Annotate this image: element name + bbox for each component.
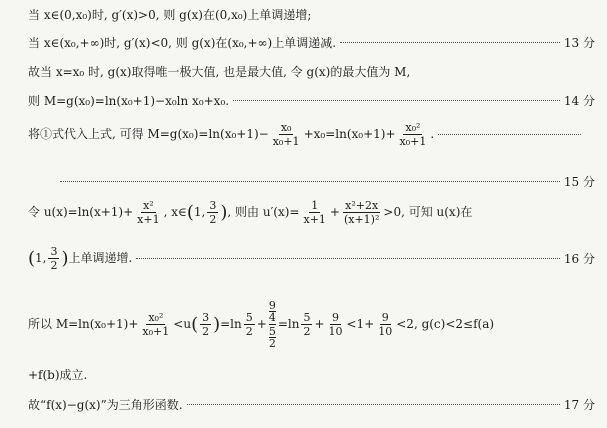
line-4 [28,92,595,109]
fraction: $\frac{3}{2}$ [209,200,217,225]
line-3 [28,63,595,80]
fraction: $\frac{\text{x²+2x}}{\text{(x+1)²}}$ [343,200,380,225]
line-11-text: 故“f(x)−g(x)”为三角形函数. [28,398,183,412]
dot-leader [340,42,560,43]
line-10-text: +f(b)成立. [28,368,88,382]
dot-leader [136,258,560,259]
line-9-text: 所以 M=ln(x₀+1)+ $\frac{\text{x₀²}}{\text{x₀+1}}$ <u( $\frac{3}{2}$ )=ln $\frac{5}{2}$ + 9 4 5 2 =ln $\frac{5}{2}$ + $\frac{9}{10}$ <1+ $\frac{9}{10}$ <2, g(c)<2≤f(a) [28,300,495,349]
fraction: $\frac{\text{x₀}}{\text{x₀+1}}$ [272,122,300,147]
fraction: $\frac{1}{x+1}$ [303,200,326,225]
line-9 [28,300,595,349]
fraction: $\frac{9}{10}$ [328,311,343,338]
line-3-text: 故当 x=x₀ 时, g(x)取得唯一极大值, 也是最大值, 令 g(x)的最大值为 M, [28,65,411,79]
line-5-text: 将①式代入上式, 可得 M=g(x₀)=ln(x₀+1)− $\frac{\text{x₀}}{\text{x₀+1}}$ +x₀=ln(x₀+1)+ $\frac{\text{x₀²}}{\text{x₀+1}}$ . [28,122,435,147]
line-10 [28,366,595,383]
score-16: 16 分 [563,252,595,266]
line-7 [28,200,595,225]
dot-leader [60,181,560,182]
score-14: 14 分 [563,94,595,108]
score-17: 17 分 [563,398,595,412]
fraction: $\frac{3}{2}$ [50,246,58,271]
fraction: $\frac{3}{2}$ [202,311,210,338]
score-13: 13 分 [563,36,595,50]
line-8-text: (1, $\frac{3}{2}$ )上单调递增. [28,246,133,271]
line-8 [28,246,595,271]
line-2-text: 当 x∈(x₀,+∞)时, g′(x)<0, 则 g(x)在(x₀,+∞)上单调递减. [28,36,337,50]
fraction: $\frac{9}{10}$ [378,311,393,338]
line-1-text: 当 x∈(0,x₀)时, g′(x)>0, 则 g(x)在(0,x₀)上单调递增; [28,8,312,22]
compound-fraction: 9 4 5 2 [268,300,276,349]
line-5 [28,122,585,147]
dot-leader [233,100,560,101]
line-11 [28,396,595,413]
line-6 [60,173,595,190]
line-2 [28,34,595,51]
score-15: 15 分 [563,175,595,189]
line-4-text: 则 M=g(x₀)=ln(x₀+1)−x₀ln x₀+x₀. [28,94,230,108]
dot-leader [438,134,581,135]
line-1 [28,6,595,23]
fraction: $\frac{\text{x₀²}}{\text{x₀+1}}$ [142,311,170,338]
fraction: $\frac{5}{2}$ [245,311,253,338]
dot-leader [187,404,560,405]
fraction: $\frac{5}{2}$ [303,311,311,338]
fraction: $\frac{\text{x₀²}}{\text{x₀+1}}$ [399,122,427,147]
fraction: $\frac{\text{x²}}{x+1}$ [137,200,160,225]
line-7-text: 令 u(x)=ln(x+1)+ $\frac{\text{x²}}{x+1}$ , x∈(1, $\frac{3}{2}$ ), 则由 u′(x)= $\frac{1}{x+1}$ + $\frac{\text{x²+2x}}{\text{(x+1)²}}$ >0, 可知 u(x)在 [28,200,473,225]
